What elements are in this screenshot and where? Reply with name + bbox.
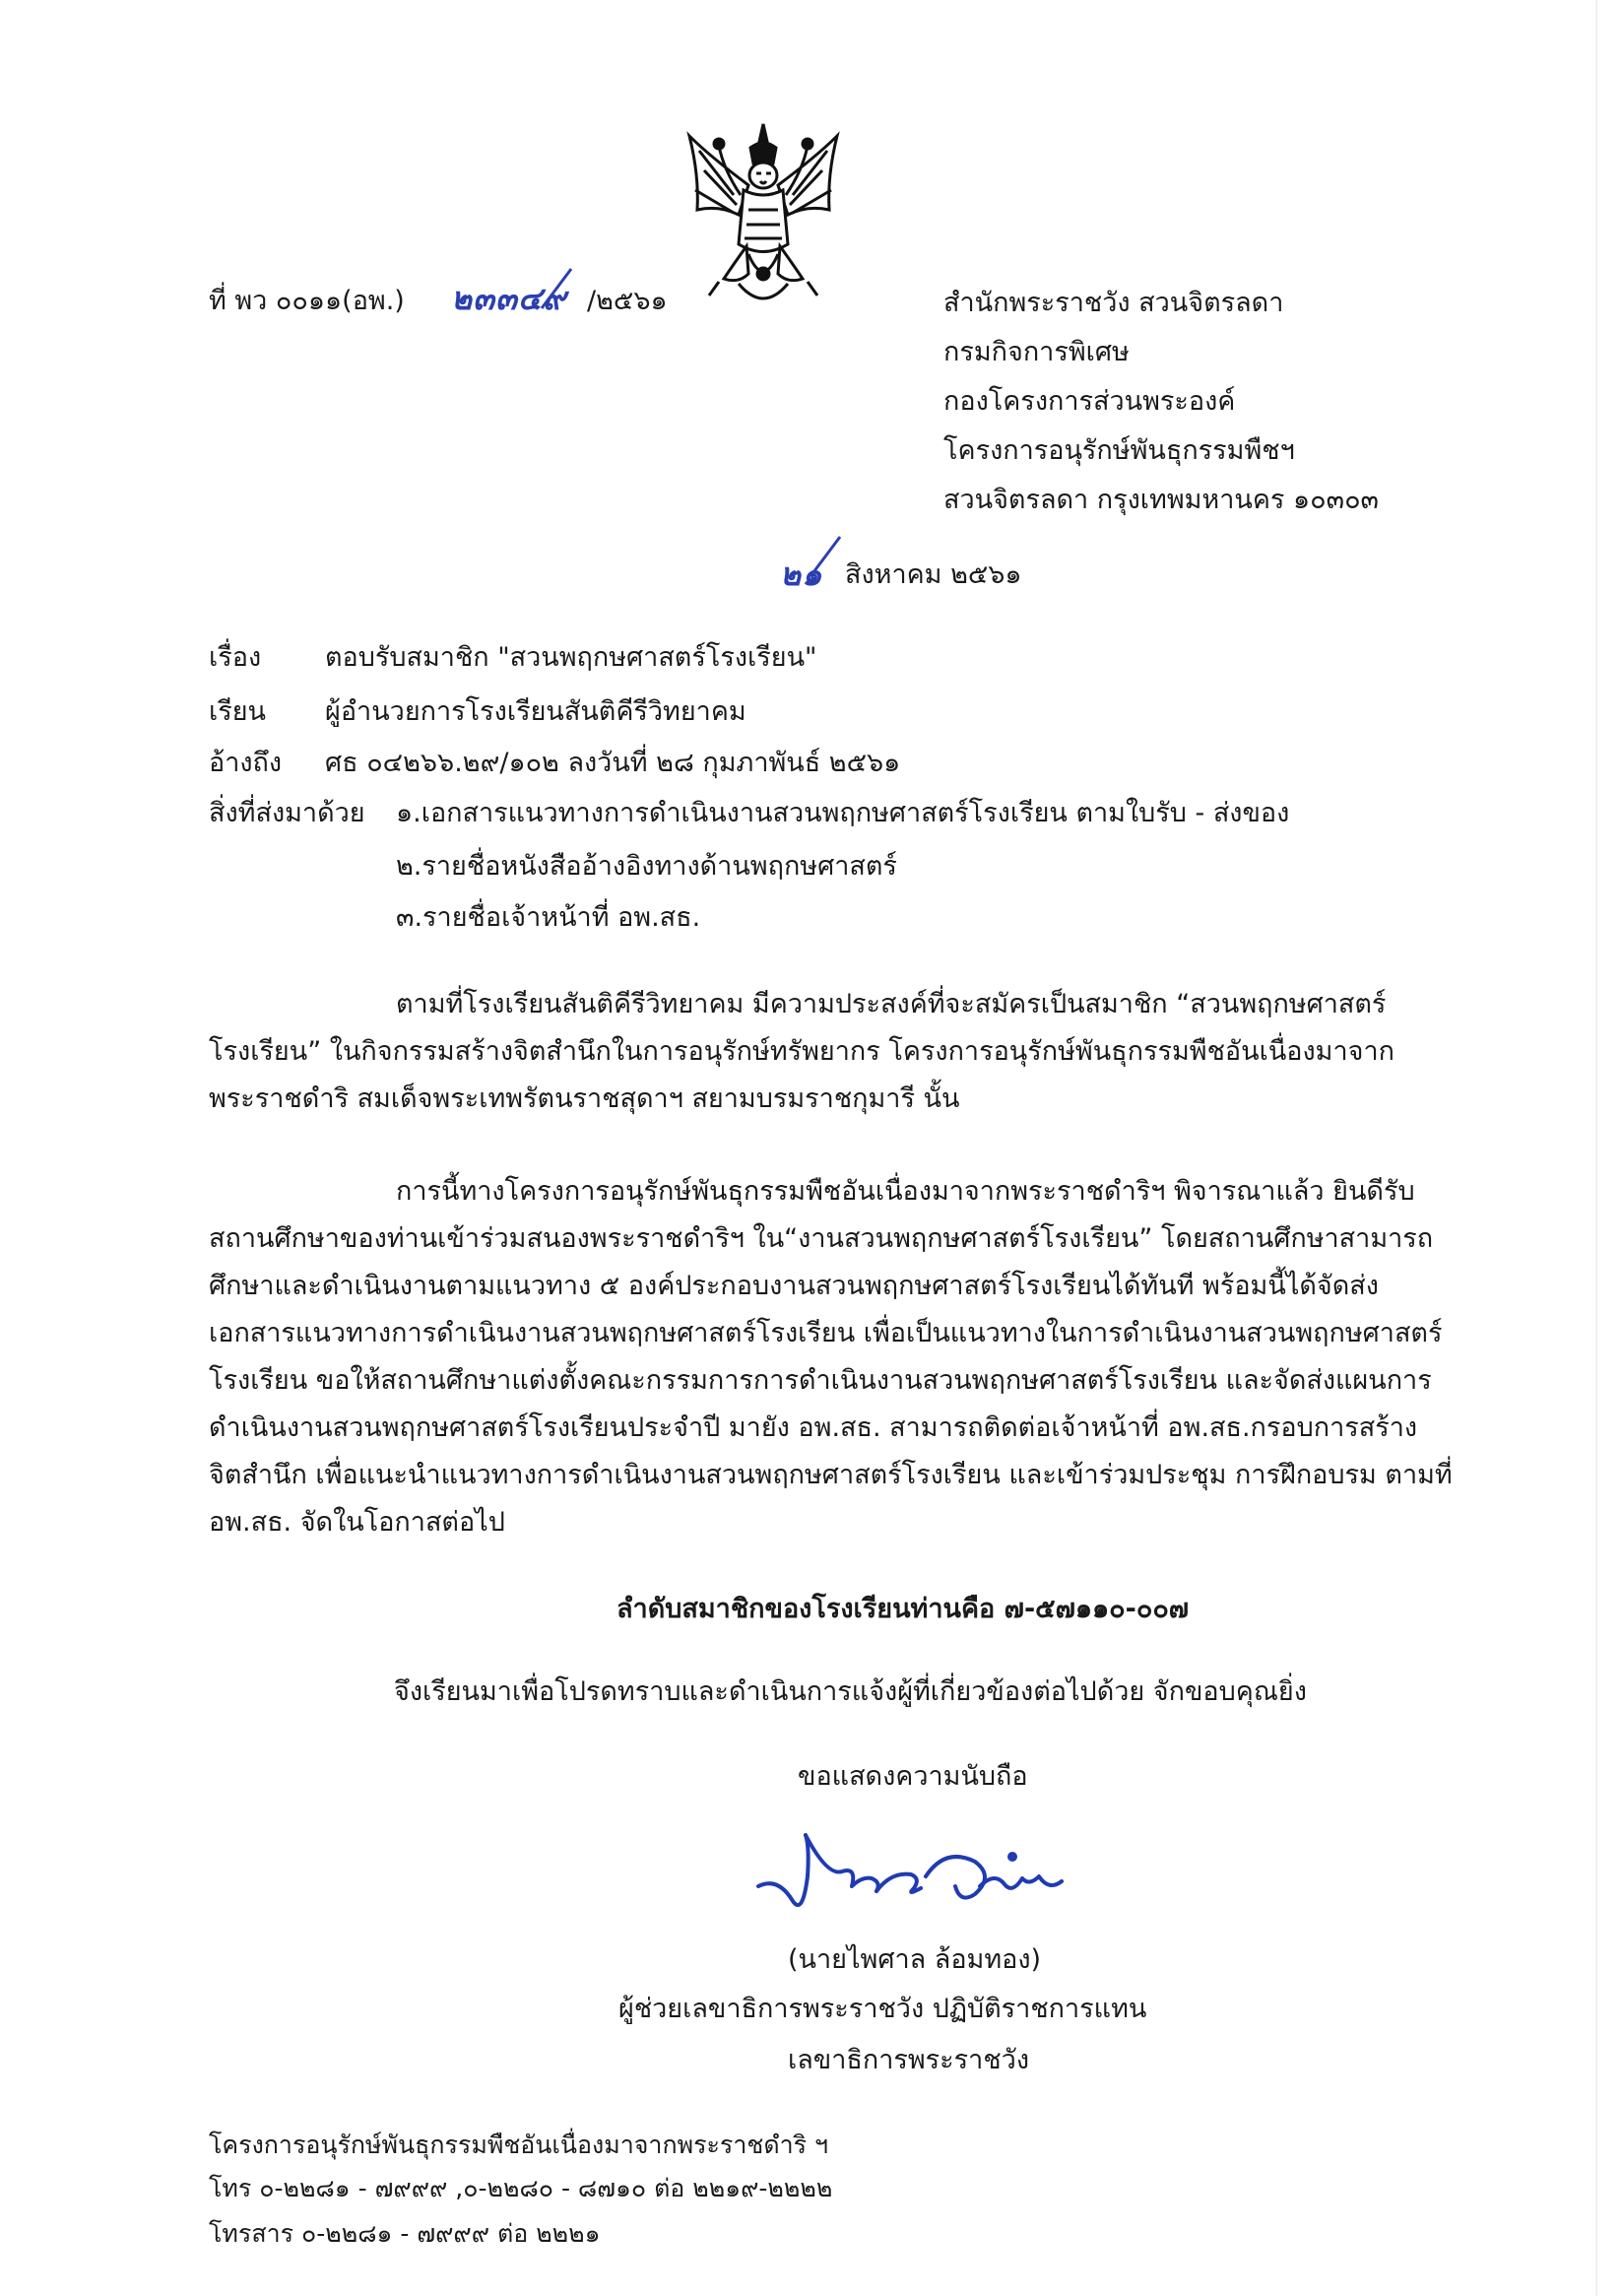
closing-sentence: จึงเรียนมาเพื่อโปรดทราบและดำเนินการแจ้งผู้ที่เกี่ยวข้องต่อไปด้วย จักขอบคุณยิ่ง bbox=[394, 1676, 1307, 1707]
paragraph-2-line-1: การนี้ทางโครงการอนุรักษ์พันธุกรรมพืชอันเนื่องมาจากพระราชดำริฯ พิจารณาแล้ว ยินดีรับ bbox=[396, 1176, 1415, 1207]
footer-phone: โทร ๐-๒๒๘๑ - ๗๙๙๙ ,๐-๒๒๘๐ - ๘๗๑๐ ต่อ ๒๒๑๙-๒๒๒๒ bbox=[209, 2174, 833, 2202]
enclosure-item-3: ๓.รายชื่อเจ้าหน้าที่ อพ.สธ. bbox=[396, 902, 701, 933]
reference-label: อ้างถึง bbox=[209, 748, 283, 778]
signatory-position-2: เลขาธิการพระราชวัง bbox=[788, 2045, 1030, 2075]
paragraph-2-line-8: อพ.สธ. จัดในโอกาสต่อไป bbox=[209, 1507, 505, 1538]
subject-label: เรื่อง bbox=[209, 642, 262, 673]
paragraph-2-line-3: ศึกษาและดำเนินงานตามแนวทาง ๕ องค์ประกอบงานสวนพฤกษศาสตร์โรงเรียนได้ทันที พร้อมนี้ได้จัดส่ง bbox=[209, 1271, 1379, 1301]
paragraph-2-line-4: เอกสารแนวทางการดำเนินงานสวนพฤกษศาสตร์โรงเรียน เพื่อเป็นแนวทางในการดำเนินงานสวนพฤกษศาสตร์ bbox=[209, 1318, 1443, 1348]
paragraph-2-line-5: โรงเรียน ขอให้สถานศึกษาแต่งตั้งคณะกรรมการการดำเนินงานสวนพฤกษศาสตร์โรงเรียน และจัดส่งแผนการ bbox=[209, 1365, 1432, 1396]
paragraph-1-line-1: ตามที่โรงเรียนสันติคีรีวิทยาคม มีความประสงค์ที่จะสมัครเป็นสมาชิก “สวนพฤกษศาสตร์ bbox=[396, 989, 1387, 1019]
handwritten-slash-mark bbox=[537, 264, 576, 313]
recipient-label: เรียน bbox=[209, 696, 267, 727]
reference-value: ศธ ๐๔๒๖๖.๒๙/๑๐๒ ลงวันที่ ๒๘ กุมภาพันธ์ ๒๕๖๑ bbox=[325, 748, 901, 778]
paragraph-2-line-7: จิตสำนึก เพื่อแนะนำแนวทางการดำเนินงานสวนพฤกษศาสตร์โรงเรียน และเข้าร่วมประชุม การฝึกอบรม ตามที่ bbox=[209, 1460, 1453, 1490]
letter-date: สิงหาคม ๒๕๖๑ bbox=[845, 559, 1022, 590]
garuda-emblem-icon bbox=[680, 116, 847, 313]
enclosure-item-2: ๒.รายชื่อหนังสืออ้างอิงทางด้านพฤกษศาสตร์ bbox=[396, 851, 897, 882]
paragraph-1-line-2: โรงเรียน” ในกิจกรรมสร้างจิตสำนึกในการอนุรักษ์ทรัพยากร โครงการอนุรักษ์พันธุกรรมพืชอันเนื่องมาจาก bbox=[209, 1036, 1394, 1067]
reference-prefix: ที่ พว ๐๐๑๑(อพ.) bbox=[209, 286, 405, 316]
handwritten-signature bbox=[748, 1817, 1073, 1926]
member-number-line: ลำดับสมาชิกของโรงเรียนท่านคือ ๗-๕๗๑๑๐-๐๐๗ bbox=[616, 1594, 1190, 1624]
footer-organization: โครงการอนุรักษ์พันธุกรรมพืชอันเนื่องมาจากพระราชดำริ ฯ bbox=[209, 2131, 829, 2159]
regards-text: ขอแสดงความนับถือ bbox=[798, 1761, 1028, 1792]
enclosure-item-1: ๑.เอกสารแนวทางการดำเนินงานสวนพฤกษศาสตร์โรงเรียน ตามใบรับ - ส่งของ bbox=[396, 798, 1290, 828]
sender-line-2: กรมกิจการพิเศษ bbox=[943, 337, 1130, 367]
reference-handwritten-number: ๒๓๓๔๙ bbox=[451, 280, 567, 317]
body-paragraph-1 bbox=[209, 981, 1430, 1123]
sender-line-5: สวนจิตรลดา กรุงเทพมหานคร ๑๐๓๐๓ bbox=[943, 485, 1380, 515]
enclosure-label: สิ่งที่ส่งมาด้วย bbox=[209, 798, 365, 828]
footer-fax: โทรสาร ๐-๒๒๘๑ - ๗๙๙๙ ต่อ ๒๒๒๑ bbox=[209, 2219, 601, 2248]
signatory-position-1: ผู้ช่วยเลขาธิการพระราชวัง ปฏิบัติราชการแทน bbox=[618, 1994, 1147, 2024]
signatory-name: (นายไพศาล ล้อมทอง) bbox=[788, 1944, 1042, 1975]
sender-line-3: กองโครงการส่วนพระองค์ bbox=[943, 386, 1236, 417]
handwritten-date-mark bbox=[806, 532, 845, 581]
paragraph-1-line-3: พระราชดำริ สมเด็จพระเทพรัตนราชสุดาฯ สยามบรมราชกุมารี นั้น bbox=[209, 1083, 960, 1114]
paragraph-2-line-2: สถานศึกษาของท่านเข้าร่วมสนองพระราชดำริฯ ใน“งานสวนพฤกษศาสตร์โรงเรียน” โดยสถานศึกษาสามารถ bbox=[209, 1223, 1434, 1254]
paragraph-2-line-6: ดำเนินงานสวนพฤกษศาสตร์โรงเรียนประจำปี มายัง อพ.สธ. สามารถติดต่อเจ้าหน้าที่ อพ.สธ.กรอบการสร้าง bbox=[209, 1412, 1418, 1443]
sender-line-4: โครงการอนุรักษ์พันธุกรรมพืชฯ bbox=[943, 435, 1295, 466]
recipient-value: ผู้อำนวยการโรงเรียนสันติคีรีวิทยาคม bbox=[325, 696, 746, 727]
reference-year: /๒๕๖๑ bbox=[587, 286, 668, 316]
sender-line-1: สำนักพระราชวัง สวนจิตรลดา bbox=[943, 288, 1284, 318]
body-paragraph-2 bbox=[209, 1168, 1453, 1546]
scan-edge-line bbox=[1595, 0, 1597, 2296]
date-handwritten-day: ๒๑ bbox=[780, 556, 823, 593]
subject-value: ตอบรับสมาชิก "สวนพฤกษศาสตร์โรงเรียน" bbox=[325, 642, 817, 673]
